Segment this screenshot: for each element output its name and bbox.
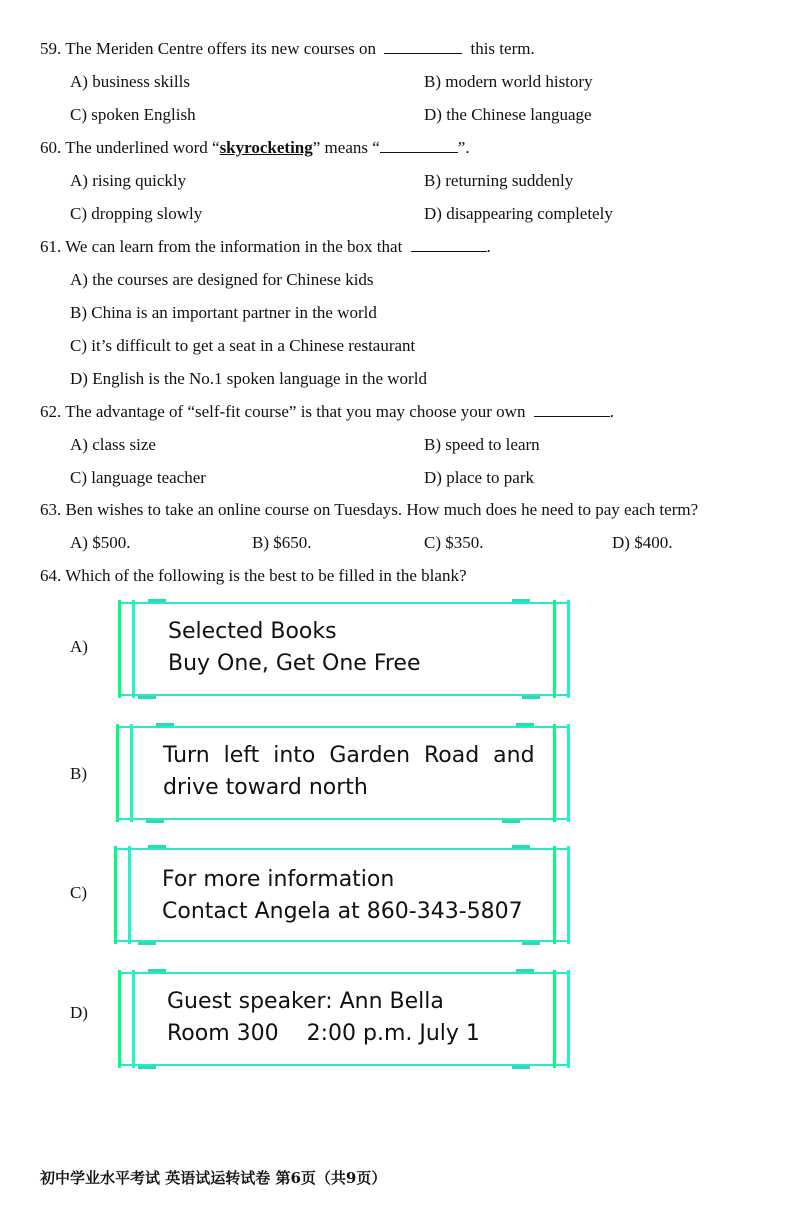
q64-option-a-letter: A) <box>70 637 88 656</box>
q64-option-c-letter: C) <box>70 883 87 902</box>
q64-stem: 64. Which of the following is the best to be filled in the blank? <box>40 566 467 585</box>
q64-option-b-letter: B) <box>70 764 87 783</box>
q60-blank <box>380 138 458 153</box>
q59-option-b: B) modern world history <box>424 72 593 91</box>
q60-option-a: A) rising quickly <box>70 171 187 190</box>
q63-option-a: A) $500. <box>70 533 131 552</box>
q64-option-d-line2: Room 300 2:00 p.m. July 1 <box>167 1021 480 1046</box>
q60-option-d: D) disappearing completely <box>424 204 613 223</box>
q62-option-d: D) place to park <box>424 468 534 487</box>
q62-option-a: A) class size <box>70 435 156 454</box>
q60-stem-before: 60. The underlined word “ <box>40 138 220 157</box>
q64-option-b-line2: drive toward north <box>163 775 368 800</box>
q64-option-c-sign <box>114 848 570 942</box>
q64-option-b-sign <box>116 726 570 820</box>
q60-option-c: C) dropping slowly <box>70 204 203 223</box>
q61-blank <box>411 237 487 252</box>
q62-stem <box>40 402 614 422</box>
q61-stem <box>40 237 491 257</box>
q64-option-a-line2: Buy One, Get One Free <box>168 651 421 676</box>
q61-stem-after: . <box>486 237 491 256</box>
q60-stem <box>40 138 470 158</box>
q64-option-a-line1: Selected Books <box>168 619 337 644</box>
q62-option-b: B) speed to learn <box>424 435 540 454</box>
q59-option-a: A) business skills <box>70 72 190 91</box>
q64-option-d-line1: Guest speaker: Ann Bella <box>167 989 444 1014</box>
q61-option-a: A) the courses are designed for Chinese kids <box>70 270 374 289</box>
q62-stem-before: 62. The advantage of “self-fit course” is that you may choose your own <box>40 402 526 421</box>
q62-stem-after: . <box>609 402 614 421</box>
q63-option-b: B) $650. <box>252 533 312 552</box>
q64-option-c-line1: For more information <box>162 867 395 892</box>
q64-option-d-letter: D) <box>70 1003 88 1022</box>
q59-option-d: D) the Chinese language <box>424 105 592 124</box>
q64-option-c-line2: Contact Angela at 860-343-5807 <box>162 899 523 924</box>
q59-stem <box>40 39 535 59</box>
q64-option-b-line1: Turn left into Garden Road and <box>163 743 535 768</box>
q63-stem: 63. Ben wishes to take an online course on Tuesdays. How much does he need to pay each term? <box>40 500 699 519</box>
q60-underlined-word: skyrocketing <box>219 138 313 157</box>
q61-option-b: B) China is an important partner in the world <box>70 303 377 322</box>
q60-stem-mid: ” means “ <box>312 138 380 157</box>
page-footer: 初中学业水平考试 英语试运转试卷 第6页（共9页） <box>40 1169 387 1187</box>
q60-stem-after: ”. <box>457 138 470 157</box>
q61-stem-before: 61. We can learn from the information in the box that <box>40 237 403 256</box>
q60-option-b: B) returning suddenly <box>424 171 574 190</box>
q64-option-a-sign <box>118 602 570 696</box>
q59-stem-before: 59. The Meriden Centre offers its new courses on <box>40 39 376 58</box>
q62-option-c: C) language teacher <box>70 468 206 487</box>
q59-option-c: C) spoken English <box>70 105 196 124</box>
q63-option-d: D) $400. <box>612 533 673 552</box>
q63-option-c: C) $350. <box>424 533 484 552</box>
q61-option-d: D) English is the No.1 spoken language in the world <box>70 369 427 388</box>
q59-stem-after: this term. <box>470 39 535 58</box>
q61-option-c: C) it’s difficult to get a seat in a Chinese restaurant <box>70 336 416 355</box>
q62-blank <box>534 402 610 417</box>
q64-option-d-sign <box>118 972 570 1066</box>
q59-blank <box>384 39 462 54</box>
